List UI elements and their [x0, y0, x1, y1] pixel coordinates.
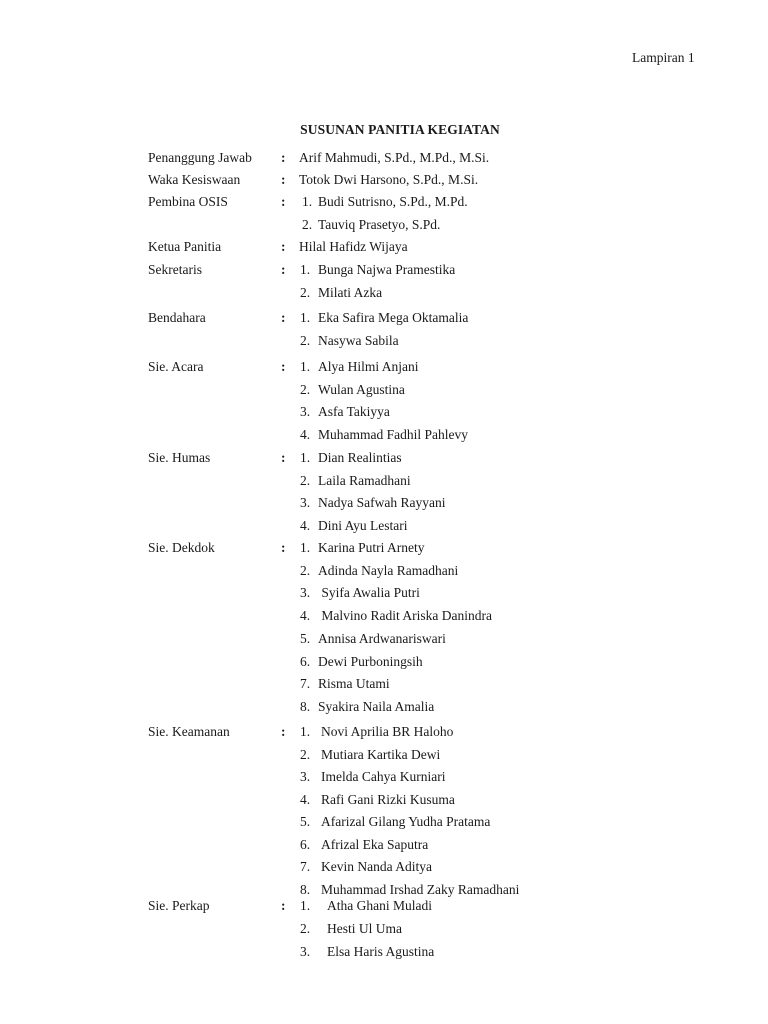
member-name: Karina Putri Arnety [318, 540, 425, 555]
role-label: Ketua Panitia [148, 239, 222, 254]
role-label: Pembina OSIS [148, 194, 228, 209]
member-name: Bunga Najwa Pramestika [318, 262, 456, 277]
member-name: Milati Azka [318, 285, 383, 300]
entry-number: 1. [300, 540, 311, 555]
role-label: Sie. Keamanan [148, 724, 230, 739]
entry-number: 3. [300, 585, 311, 601]
member-name: Alya Hilmi Anjani [318, 359, 419, 374]
entry-number: 2. [300, 746, 311, 762]
role-label: Sekretaris [148, 262, 202, 277]
role-label: Waka Kesiswaan [148, 172, 241, 187]
entry-number: 5. [300, 814, 311, 829]
entry-number: 4. [300, 791, 311, 807]
entry-number: 2. [300, 562, 311, 578]
member-name: Dian Realintias [318, 450, 402, 465]
entry-number: 6. [300, 653, 311, 669]
member-name: Novi Aprilia BR Haloho [321, 724, 454, 739]
entry-number: 8. [300, 698, 311, 714]
member-name: Totok Dwi Harsono, S.Pd., M.Si. [299, 172, 479, 187]
member-name: Hesti Ul Uma [327, 921, 402, 936]
entry-number: 7. [300, 676, 311, 692]
member-name: Syifa Awalia Putri [318, 585, 420, 601]
entry-number: 4. [300, 427, 311, 443]
colon-separator: : [281, 310, 286, 325]
entry-number: 4. [300, 608, 311, 624]
member-name: Dewi Purboningsih [318, 653, 423, 669]
entry-number: 1. [300, 359, 311, 374]
member-name: Arif Mahmudi, S.Pd., M.Pd., M.Si. [299, 150, 490, 165]
role-label: Sie. Dekdok [148, 540, 215, 555]
member-name: Mutiara Kartika Dewi [321, 746, 441, 762]
member-name: Wulan Agustina [318, 381, 405, 397]
member-name: Laila Ramadhani [318, 472, 411, 488]
entry-number: 1. [300, 310, 311, 325]
entry-number: 3. [300, 404, 311, 420]
entry-number: 6. [300, 836, 311, 852]
entry-number: 2. [302, 216, 313, 232]
entry-number: 2. [300, 285, 311, 300]
document-title: SUSUNAN PANITIA KEGIATAN [300, 122, 500, 137]
colon-separator: : [281, 359, 286, 374]
colon-separator: : [281, 898, 286, 913]
entry-number: 3. [300, 495, 311, 511]
member-name: Eka Safira Mega Oktamalia [318, 310, 469, 325]
role-label: Sie. Humas [148, 450, 211, 465]
colon-separator: : [281, 540, 286, 555]
entry-number: 2. [300, 472, 311, 488]
member-name: Dini Ayu Lestari [318, 518, 408, 534]
member-name: Muhammad Irshad Zaky Ramadhani [321, 881, 520, 897]
entry-number: 1. [302, 194, 313, 209]
entry-number: 5. [300, 630, 311, 646]
member-name: Elsa Haris Agustina [327, 944, 435, 959]
entry-number: 1. [300, 450, 311, 465]
member-name: Rafi Gani Rizki Kusuma [321, 791, 455, 807]
entry-number: 3. [300, 944, 311, 959]
colon-separator: : [281, 239, 286, 254]
member-name: Afrizal Eka Saputra [321, 836, 429, 852]
entry-number: 8. [300, 881, 311, 897]
member-name: Imelda Cahya Kurniari [321, 769, 446, 784]
role-label: Bendahara [148, 310, 206, 325]
colon-separator: : [281, 150, 286, 165]
member-name: Adinda Nayla Ramadhani [318, 562, 459, 578]
role-label: Penanggung Jawab [148, 150, 252, 165]
colon-separator: : [281, 262, 286, 277]
entry-number: 1. [300, 262, 311, 277]
member-name: Nadya Safwah Rayyani [318, 495, 446, 511]
entry-number: 3. [300, 769, 311, 784]
role-label: Sie. Perkap [148, 898, 210, 913]
colon-separator: : [281, 194, 286, 209]
member-name: Nasywa Sabila [318, 333, 399, 348]
entry-number: 2. [300, 921, 311, 936]
member-name: Annisa Ardwanariswari [318, 630, 446, 646]
colon-separator: : [281, 450, 286, 465]
member-name: Atha Ghani Muladi [327, 898, 432, 913]
entry-number: 4. [300, 518, 311, 534]
attachment-label: Lampiran 1 [632, 50, 695, 65]
role-label: Sie. Acara [148, 359, 204, 374]
member-name: Tauviq Prasetyo, S.Pd. [318, 216, 441, 232]
entry-number: 2. [300, 333, 311, 348]
member-name: Risma Utami [318, 676, 390, 692]
entry-number: 1. [300, 724, 311, 739]
member-name: Afarizal Gilang Yudha Pratama [321, 814, 491, 829]
member-name: Syakira Naila Amalia [318, 698, 435, 714]
member-name: Hilal Hafidz Wijaya [299, 239, 408, 254]
member-name: Kevin Nanda Aditya [321, 859, 432, 874]
colon-separator: : [281, 172, 286, 187]
colon-separator: : [281, 724, 286, 739]
entry-number: 2. [300, 381, 311, 397]
member-name: Malvino Radit Ariska Danindra [318, 608, 492, 624]
entry-number: 7. [300, 859, 311, 874]
member-name: Budi Sutrisno, S.Pd., M.Pd. [318, 194, 468, 209]
member-name: Asfa Takiyya [318, 404, 390, 420]
member-name: Muhammad Fadhil Pahlevy [318, 427, 468, 443]
entry-number: 1. [300, 898, 311, 913]
